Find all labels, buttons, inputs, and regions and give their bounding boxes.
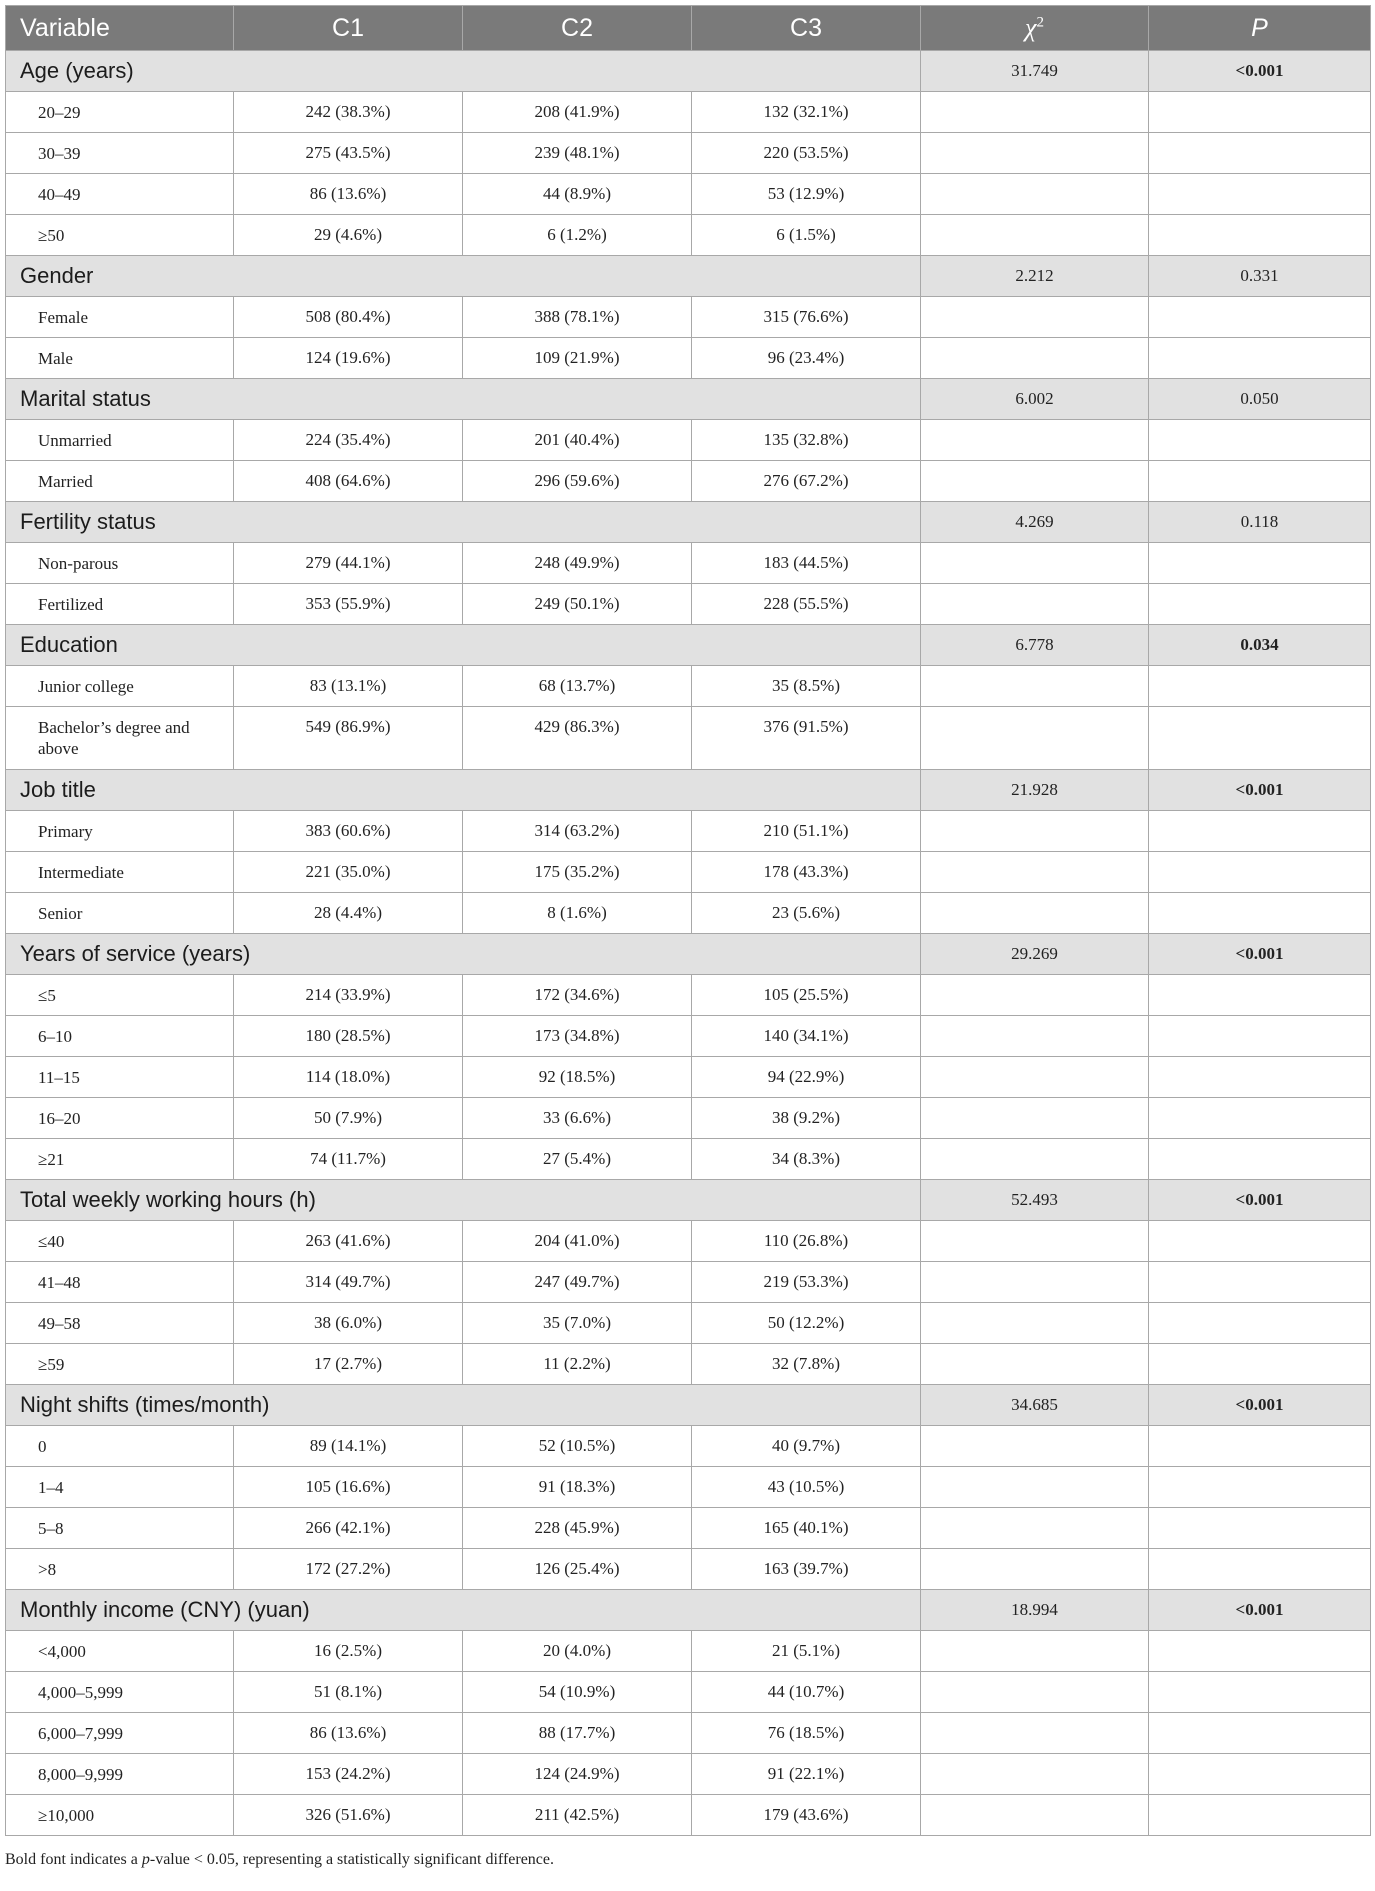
table-row xyxy=(6,707,1371,770)
cell-c3: 38 (9.2%) xyxy=(692,1098,921,1139)
row-label: <4,000 xyxy=(6,1631,234,1672)
row-label: 30–39 xyxy=(6,133,234,174)
cell-chi-square-empty xyxy=(921,174,1149,215)
cell-chi-square-empty xyxy=(921,1016,1149,1057)
cell-c2: 27 (5.4%) xyxy=(463,1139,692,1180)
cell-p-empty xyxy=(1149,1139,1371,1180)
cell-c3: 140 (34.1%) xyxy=(692,1016,921,1057)
cell-c1: 326 (51.6%) xyxy=(234,1795,463,1836)
group-chi-square: 34.685 xyxy=(921,1385,1149,1426)
cell-p-empty xyxy=(1149,215,1371,256)
group-chi-square: 2.212 xyxy=(921,256,1149,297)
cell-p-empty xyxy=(1149,1631,1371,1672)
row-label: Primary xyxy=(6,811,234,852)
header-c2: C2 xyxy=(463,6,692,51)
table-header-row xyxy=(6,6,1371,51)
cell-p-empty xyxy=(1149,1221,1371,1262)
cell-c2: 126 (25.4%) xyxy=(463,1549,692,1590)
row-label: Bachelor’s degree and above xyxy=(6,707,234,770)
table-row xyxy=(6,338,1371,379)
table-footnote xyxy=(5,1851,554,1869)
cell-c3: 6 (1.5%) xyxy=(692,215,921,256)
group-header-row xyxy=(6,1590,1371,1631)
table-row xyxy=(6,852,1371,893)
cell-c1: 242 (38.3%) xyxy=(234,92,463,133)
row-label: 6,000–7,999 xyxy=(6,1713,234,1754)
cell-c2: 388 (78.1%) xyxy=(463,297,692,338)
cell-p-empty xyxy=(1149,584,1371,625)
group-p-value: 0.331 xyxy=(1149,256,1371,297)
cell-chi-square-empty xyxy=(921,92,1149,133)
cell-c2: 33 (6.6%) xyxy=(463,1098,692,1139)
cell-p-empty xyxy=(1149,1672,1371,1713)
cell-c3: 96 (23.4%) xyxy=(692,338,921,379)
cell-c1: 275 (43.5%) xyxy=(234,133,463,174)
group-chi-square: 6.002 xyxy=(921,379,1149,420)
data-table-container xyxy=(5,5,1370,1836)
cell-c3: 276 (67.2%) xyxy=(692,461,921,502)
cell-c2: 8 (1.6%) xyxy=(463,893,692,934)
row-label: 6–10 xyxy=(6,1016,234,1057)
cell-c3: 220 (53.5%) xyxy=(692,133,921,174)
cell-chi-square-empty xyxy=(921,975,1149,1016)
row-label: Unmarried xyxy=(6,420,234,461)
cell-c3: 35 (8.5%) xyxy=(692,666,921,707)
cell-c2: 6 (1.2%) xyxy=(463,215,692,256)
cell-chi-square-empty xyxy=(921,1672,1149,1713)
cell-chi-square-empty xyxy=(921,1467,1149,1508)
cell-c2: 11 (2.2%) xyxy=(463,1344,692,1385)
cell-p-empty xyxy=(1149,893,1371,934)
cell-p-empty xyxy=(1149,1467,1371,1508)
table-row xyxy=(6,1508,1371,1549)
table-row xyxy=(6,92,1371,133)
group-name: Marital status xyxy=(6,379,921,420)
cell-p-empty xyxy=(1149,1549,1371,1590)
row-label: Male xyxy=(6,338,234,379)
table-row xyxy=(6,811,1371,852)
cell-c2: 208 (41.9%) xyxy=(463,92,692,133)
row-label: ≥10,000 xyxy=(6,1795,234,1836)
cell-chi-square-empty xyxy=(921,893,1149,934)
cell-chi-square-empty xyxy=(921,1344,1149,1385)
group-header-row xyxy=(6,625,1371,666)
table-row xyxy=(6,584,1371,625)
cell-c3: 210 (51.1%) xyxy=(692,811,921,852)
header-chi-symbol: χ xyxy=(1025,13,1037,42)
cell-p-empty xyxy=(1149,174,1371,215)
cell-chi-square-empty xyxy=(921,1303,1149,1344)
table-row xyxy=(6,1098,1371,1139)
cell-c2: 20 (4.0%) xyxy=(463,1631,692,1672)
cell-p-empty xyxy=(1149,1713,1371,1754)
cell-c1: 383 (60.6%) xyxy=(234,811,463,852)
group-header-row xyxy=(6,1385,1371,1426)
cell-c1: 279 (44.1%) xyxy=(234,543,463,584)
cell-c3: 165 (40.1%) xyxy=(692,1508,921,1549)
cell-c3: 178 (43.3%) xyxy=(692,852,921,893)
cell-p-empty xyxy=(1149,1426,1371,1467)
group-p-value: <0.001 xyxy=(1149,1385,1371,1426)
cell-c2: 91 (18.3%) xyxy=(463,1467,692,1508)
table-row xyxy=(6,420,1371,461)
row-label: Senior xyxy=(6,893,234,934)
cell-p-empty xyxy=(1149,811,1371,852)
comparison-table xyxy=(5,5,1371,1836)
table-row xyxy=(6,1139,1371,1180)
group-header-row xyxy=(6,770,1371,811)
group-name: Age (years) xyxy=(6,51,921,92)
table-row xyxy=(6,1754,1371,1795)
table-row xyxy=(6,1262,1371,1303)
cell-c1: 508 (80.4%) xyxy=(234,297,463,338)
row-label: 49–58 xyxy=(6,1303,234,1344)
group-name: Years of service (years) xyxy=(6,934,921,975)
cell-c3: 163 (39.7%) xyxy=(692,1549,921,1590)
cell-c2: 204 (41.0%) xyxy=(463,1221,692,1262)
footnote-italic-p: p xyxy=(141,1851,150,1868)
cell-p-empty xyxy=(1149,543,1371,584)
cell-c1: 74 (11.7%) xyxy=(234,1139,463,1180)
cell-c2: 249 (50.1%) xyxy=(463,584,692,625)
row-label: Intermediate xyxy=(6,852,234,893)
cell-chi-square-empty xyxy=(921,1549,1149,1590)
group-name: Night shifts (times/month) xyxy=(6,1385,921,1426)
cell-p-empty xyxy=(1149,338,1371,379)
table-row xyxy=(6,1631,1371,1672)
row-label: Married xyxy=(6,461,234,502)
cell-p-empty xyxy=(1149,461,1371,502)
cell-c2: 201 (40.4%) xyxy=(463,420,692,461)
cell-p-empty xyxy=(1149,666,1371,707)
table-row xyxy=(6,215,1371,256)
cell-c3: 50 (12.2%) xyxy=(692,1303,921,1344)
row-label: ≤40 xyxy=(6,1221,234,1262)
group-p-value: <0.001 xyxy=(1149,1180,1371,1221)
cell-c3: 34 (8.3%) xyxy=(692,1139,921,1180)
row-label: Non-parous xyxy=(6,543,234,584)
cell-p-empty xyxy=(1149,1016,1371,1057)
row-label: 11–15 xyxy=(6,1057,234,1098)
cell-chi-square-empty xyxy=(921,666,1149,707)
cell-p-empty xyxy=(1149,1262,1371,1303)
group-p-value: <0.001 xyxy=(1149,934,1371,975)
group-chi-square: 52.493 xyxy=(921,1180,1149,1221)
cell-c1: 105 (16.6%) xyxy=(234,1467,463,1508)
footnote-prefix: Bold font indicates a xyxy=(5,1851,142,1868)
cell-chi-square-empty xyxy=(921,584,1149,625)
cell-c3: 135 (32.8%) xyxy=(692,420,921,461)
cell-c2: 35 (7.0%) xyxy=(463,1303,692,1344)
table-row xyxy=(6,1467,1371,1508)
table-row xyxy=(6,975,1371,1016)
cell-c2: 248 (49.9%) xyxy=(463,543,692,584)
group-name: Gender xyxy=(6,256,921,297)
row-label: 16–20 xyxy=(6,1098,234,1139)
cell-c2: 52 (10.5%) xyxy=(463,1426,692,1467)
cell-chi-square-empty xyxy=(921,1139,1149,1180)
cell-chi-square-empty xyxy=(921,852,1149,893)
cell-p-empty xyxy=(1149,1303,1371,1344)
row-label: ≤5 xyxy=(6,975,234,1016)
cell-c1: 16 (2.5%) xyxy=(234,1631,463,1672)
cell-p-empty xyxy=(1149,852,1371,893)
cell-c2: 172 (34.6%) xyxy=(463,975,692,1016)
cell-c3: 53 (12.9%) xyxy=(692,174,921,215)
cell-c2: 314 (63.2%) xyxy=(463,811,692,852)
group-header-row xyxy=(6,51,1371,92)
cell-c1: 89 (14.1%) xyxy=(234,1426,463,1467)
table-row xyxy=(6,1426,1371,1467)
group-name: Total weekly working hours (h) xyxy=(6,1180,921,1221)
cell-c1: 28 (4.4%) xyxy=(234,893,463,934)
cell-c2: 173 (34.8%) xyxy=(463,1016,692,1057)
table-row xyxy=(6,1016,1371,1057)
header-c1: C1 xyxy=(234,6,463,51)
cell-p-empty xyxy=(1149,1754,1371,1795)
table-row xyxy=(6,1303,1371,1344)
row-label: 20–29 xyxy=(6,92,234,133)
group-chi-square: 21.928 xyxy=(921,770,1149,811)
row-label: 40–49 xyxy=(6,174,234,215)
group-header-row xyxy=(6,502,1371,543)
row-label: 5–8 xyxy=(6,1508,234,1549)
cell-c1: 180 (28.5%) xyxy=(234,1016,463,1057)
cell-chi-square-empty xyxy=(921,1795,1149,1836)
cell-c1: 314 (49.7%) xyxy=(234,1262,463,1303)
cell-p-empty xyxy=(1149,1344,1371,1385)
cell-c3: 228 (55.5%) xyxy=(692,584,921,625)
cell-chi-square-empty xyxy=(921,1631,1149,1672)
cell-chi-square-empty xyxy=(921,543,1149,584)
group-chi-square: 18.994 xyxy=(921,1590,1149,1631)
cell-chi-square-empty xyxy=(921,420,1149,461)
group-p-value: <0.001 xyxy=(1149,1590,1371,1631)
cell-chi-square-empty xyxy=(921,215,1149,256)
table-row xyxy=(6,174,1371,215)
cell-p-empty xyxy=(1149,133,1371,174)
cell-p-empty xyxy=(1149,1508,1371,1549)
header-p: P xyxy=(1149,6,1371,51)
cell-c1: 549 (86.9%) xyxy=(234,707,463,770)
cell-c2: 88 (17.7%) xyxy=(463,1713,692,1754)
cell-c3: 23 (5.6%) xyxy=(692,893,921,934)
cell-c2: 296 (59.6%) xyxy=(463,461,692,502)
cell-c3: 21 (5.1%) xyxy=(692,1631,921,1672)
cell-chi-square-empty xyxy=(921,1098,1149,1139)
cell-p-empty xyxy=(1149,707,1371,770)
cell-c3: 44 (10.7%) xyxy=(692,1672,921,1713)
table-row xyxy=(6,1057,1371,1098)
table-row xyxy=(6,1795,1371,1836)
group-header-row xyxy=(6,934,1371,975)
table-row xyxy=(6,133,1371,174)
cell-c3: 110 (26.8%) xyxy=(692,1221,921,1262)
group-name: Monthly income (CNY) (yuan) xyxy=(6,1590,921,1631)
group-name: Fertility status xyxy=(6,502,921,543)
table-row xyxy=(6,1549,1371,1590)
group-p-value: 0.118 xyxy=(1149,502,1371,543)
cell-p-empty xyxy=(1149,297,1371,338)
cell-chi-square-empty xyxy=(921,297,1149,338)
cell-c1: 124 (19.6%) xyxy=(234,338,463,379)
group-p-value: <0.001 xyxy=(1149,770,1371,811)
cell-c1: 153 (24.2%) xyxy=(234,1754,463,1795)
cell-c1: 224 (35.4%) xyxy=(234,420,463,461)
cell-c1: 86 (13.6%) xyxy=(234,174,463,215)
cell-chi-square-empty xyxy=(921,707,1149,770)
table-row xyxy=(6,1221,1371,1262)
row-label: 8,000–9,999 xyxy=(6,1754,234,1795)
cell-c3: 219 (53.3%) xyxy=(692,1262,921,1303)
cell-c3: 376 (91.5%) xyxy=(692,707,921,770)
cell-c3: 91 (22.1%) xyxy=(692,1754,921,1795)
cell-c1: 221 (35.0%) xyxy=(234,852,463,893)
group-chi-square: 29.269 xyxy=(921,934,1149,975)
cell-c2: 109 (21.9%) xyxy=(463,338,692,379)
cell-chi-square-empty xyxy=(921,1262,1149,1303)
cell-c3: 105 (25.5%) xyxy=(692,975,921,1016)
table-row xyxy=(6,666,1371,707)
group-p-value: <0.001 xyxy=(1149,51,1371,92)
cell-c3: 94 (22.9%) xyxy=(692,1057,921,1098)
cell-c1: 50 (7.9%) xyxy=(234,1098,463,1139)
cell-chi-square-empty xyxy=(921,461,1149,502)
cell-chi-square-empty xyxy=(921,1057,1149,1098)
cell-chi-square-empty xyxy=(921,338,1149,379)
group-name: Education xyxy=(6,625,921,666)
row-label: >8 xyxy=(6,1549,234,1590)
cell-c1: 114 (18.0%) xyxy=(234,1057,463,1098)
cell-c1: 353 (55.9%) xyxy=(234,584,463,625)
cell-c2: 54 (10.9%) xyxy=(463,1672,692,1713)
cell-c3: 43 (10.5%) xyxy=(692,1467,921,1508)
cell-c2: 44 (8.9%) xyxy=(463,174,692,215)
cell-c3: 76 (18.5%) xyxy=(692,1713,921,1754)
group-p-value: 0.050 xyxy=(1149,379,1371,420)
cell-c2: 247 (49.7%) xyxy=(463,1262,692,1303)
table-row xyxy=(6,893,1371,934)
cell-c3: 183 (44.5%) xyxy=(692,543,921,584)
cell-c3: 179 (43.6%) xyxy=(692,1795,921,1836)
cell-c2: 429 (86.3%) xyxy=(463,707,692,770)
cell-c2: 175 (35.2%) xyxy=(463,852,692,893)
cell-c2: 239 (48.1%) xyxy=(463,133,692,174)
row-label: 4,000–5,999 xyxy=(6,1672,234,1713)
row-label: Female xyxy=(6,297,234,338)
cell-chi-square-empty xyxy=(921,133,1149,174)
cell-c2: 211 (42.5%) xyxy=(463,1795,692,1836)
cell-chi-square-empty xyxy=(921,1426,1149,1467)
group-header-row xyxy=(6,1180,1371,1221)
table-row xyxy=(6,1672,1371,1713)
header-variable: Variable xyxy=(6,6,234,51)
cell-p-empty xyxy=(1149,92,1371,133)
cell-c3: 40 (9.7%) xyxy=(692,1426,921,1467)
cell-c1: 86 (13.6%) xyxy=(234,1713,463,1754)
row-label: 41–48 xyxy=(6,1262,234,1303)
cell-chi-square-empty xyxy=(921,811,1149,852)
cell-c2: 92 (18.5%) xyxy=(463,1057,692,1098)
cell-c1: 172 (27.2%) xyxy=(234,1549,463,1590)
cell-c3: 32 (7.8%) xyxy=(692,1344,921,1385)
cell-chi-square-empty xyxy=(921,1508,1149,1549)
cell-chi-square-empty xyxy=(921,1754,1149,1795)
row-label: Fertilized xyxy=(6,584,234,625)
cell-c2: 124 (24.9%) xyxy=(463,1754,692,1795)
cell-chi-square-empty xyxy=(921,1221,1149,1262)
row-label: 1–4 xyxy=(6,1467,234,1508)
table-body xyxy=(6,51,1371,1836)
group-header-row xyxy=(6,256,1371,297)
cell-c1: 29 (4.6%) xyxy=(234,215,463,256)
table-row xyxy=(6,543,1371,584)
group-chi-square: 4.269 xyxy=(921,502,1149,543)
row-label: ≥50 xyxy=(6,215,234,256)
cell-c3: 315 (76.6%) xyxy=(692,297,921,338)
cell-c1: 266 (42.1%) xyxy=(234,1508,463,1549)
cell-c2: 228 (45.9%) xyxy=(463,1508,692,1549)
group-chi-square: 6.778 xyxy=(921,625,1149,666)
table-row xyxy=(6,461,1371,502)
cell-p-empty xyxy=(1149,1795,1371,1836)
cell-c1: 408 (64.6%) xyxy=(234,461,463,502)
header-chi-superscript: 2 xyxy=(1036,14,1044,31)
row-label: ≥59 xyxy=(6,1344,234,1385)
cell-c1: 17 (2.7%) xyxy=(234,1344,463,1385)
cell-c3: 132 (32.1%) xyxy=(692,92,921,133)
header-chi-square xyxy=(921,6,1149,51)
row-label: 0 xyxy=(6,1426,234,1467)
table-row xyxy=(6,297,1371,338)
footnote-suffix: -value < 0.05, representing a statistically significant difference. xyxy=(149,1851,554,1868)
row-label: Junior college xyxy=(6,666,234,707)
group-chi-square: 31.749 xyxy=(921,51,1149,92)
cell-c1: 214 (33.9%) xyxy=(234,975,463,1016)
cell-c1: 263 (41.6%) xyxy=(234,1221,463,1262)
cell-p-empty xyxy=(1149,420,1371,461)
header-c3: C3 xyxy=(692,6,921,51)
cell-p-empty xyxy=(1149,1057,1371,1098)
cell-c1: 51 (8.1%) xyxy=(234,1672,463,1713)
group-name: Job title xyxy=(6,770,921,811)
cell-chi-square-empty xyxy=(921,1713,1149,1754)
group-p-value: 0.034 xyxy=(1149,625,1371,666)
group-header-row xyxy=(6,379,1371,420)
cell-c2: 68 (13.7%) xyxy=(463,666,692,707)
cell-c1: 38 (6.0%) xyxy=(234,1303,463,1344)
row-label: ≥21 xyxy=(6,1139,234,1180)
cell-p-empty xyxy=(1149,975,1371,1016)
cell-p-empty xyxy=(1149,1098,1371,1139)
table-row xyxy=(6,1344,1371,1385)
cell-c1: 83 (13.1%) xyxy=(234,666,463,707)
table-row xyxy=(6,1713,1371,1754)
